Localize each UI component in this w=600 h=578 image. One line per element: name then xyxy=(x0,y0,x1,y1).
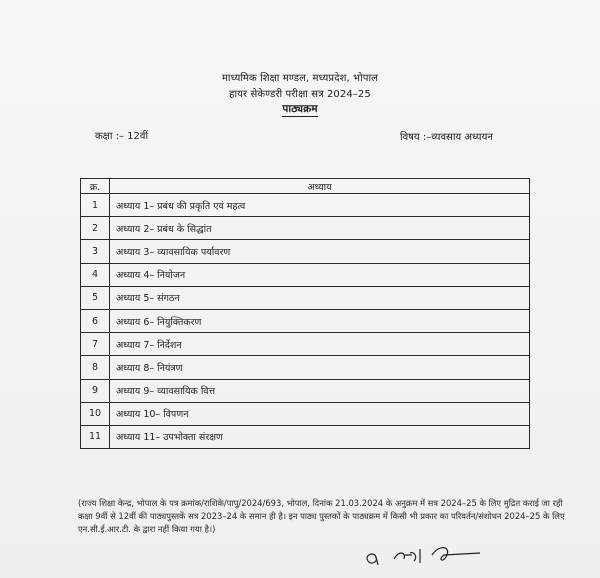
row-chapter: अध्याय 9– व्यावसायिक वित्त xyxy=(110,379,530,402)
row-chapter: अध्याय 3– व्यावसायिक पर्यावरण xyxy=(110,240,530,263)
footnote: (राज्य शिक्षा केन्द्र, भोपाल के पत्र क्रमांक/राशिके/पापु/2024/693, भोपाल, दिनांक 21.03.2024 के अनुक्रम में सत्र 2024–25 के लिए मुद्रित कराई जा रही कक्षा 9वीं से 12वीं की पाठ्यपुस्तकें सत्र 2023–24 के समान ही है। इन पाठ्य पुस्तकों के पाठ्यक्रम में किसी भी प्रकार का परिवर्तन/संशोधन 2024–25 के लिए एन.सी.ई.आर.टी. के द्वारा नहीं किया गया है।) xyxy=(78,498,565,534)
table-row xyxy=(81,425,530,448)
row-chapter: अध्याय 10– विपणन xyxy=(110,402,530,425)
row-chapter: अध्याय 8– नियंत्रण xyxy=(110,356,530,379)
row-number: 8 xyxy=(81,356,110,379)
table-row xyxy=(81,194,530,217)
table-row xyxy=(81,356,530,379)
handwritten-signature xyxy=(360,541,500,569)
row-number: 6 xyxy=(81,309,110,332)
row-number: 7 xyxy=(81,333,110,356)
subject-label: विषय :–व्यवसाय अध्ययन xyxy=(400,132,493,143)
row-chapter: अध्याय 7– निर्देशन xyxy=(110,333,530,356)
table-row xyxy=(81,217,530,240)
column-header-chapter: अध्याय xyxy=(110,179,530,194)
table-header-row xyxy=(81,179,530,194)
table-row xyxy=(81,240,530,263)
row-chapter: अध्याय 4– नियोजन xyxy=(110,263,530,286)
row-number: 1 xyxy=(81,194,110,217)
class-label: कक्षा :– 12वीं xyxy=(95,131,149,142)
row-chapter: अध्याय 2– प्रबंध के सिद्धांत xyxy=(110,217,530,240)
table-row xyxy=(81,333,530,356)
table-row xyxy=(81,263,530,286)
table-row xyxy=(81,309,530,332)
exam-session: हायर सेकेण्डरी परीक्षा सत्र 2024–25 xyxy=(229,89,371,100)
row-number: 10 xyxy=(81,402,110,425)
table-row xyxy=(81,379,530,402)
row-number: 4 xyxy=(81,263,110,286)
row-number: 3 xyxy=(81,240,110,263)
column-header-number: क्र. xyxy=(81,179,110,194)
row-number: 9 xyxy=(81,379,110,402)
syllabus-table xyxy=(80,178,530,449)
row-chapter: अध्याय 6– नियुक्तिकरण xyxy=(110,309,530,332)
row-number: 2 xyxy=(81,217,110,240)
board-name: माध्यमिक शिक्षा मण्डल, मध्यप्रदेश, भोपाल xyxy=(221,73,379,84)
row-chapter: अध्याय 1– प्रबंध की प्रकृति एवं महत्व xyxy=(110,194,530,217)
syllabus-title-text: पाठ्यक्रम xyxy=(282,103,318,115)
row-chapter: अध्याय 5– संगठन xyxy=(110,286,530,309)
table-row xyxy=(81,286,530,309)
table-row xyxy=(81,402,530,425)
syllabus-title xyxy=(0,102,600,116)
row-number: 11 xyxy=(81,425,110,448)
row-chapter: अध्याय 11– उपभोक्ता संरक्षण xyxy=(110,425,530,448)
row-number: 5 xyxy=(81,286,110,309)
